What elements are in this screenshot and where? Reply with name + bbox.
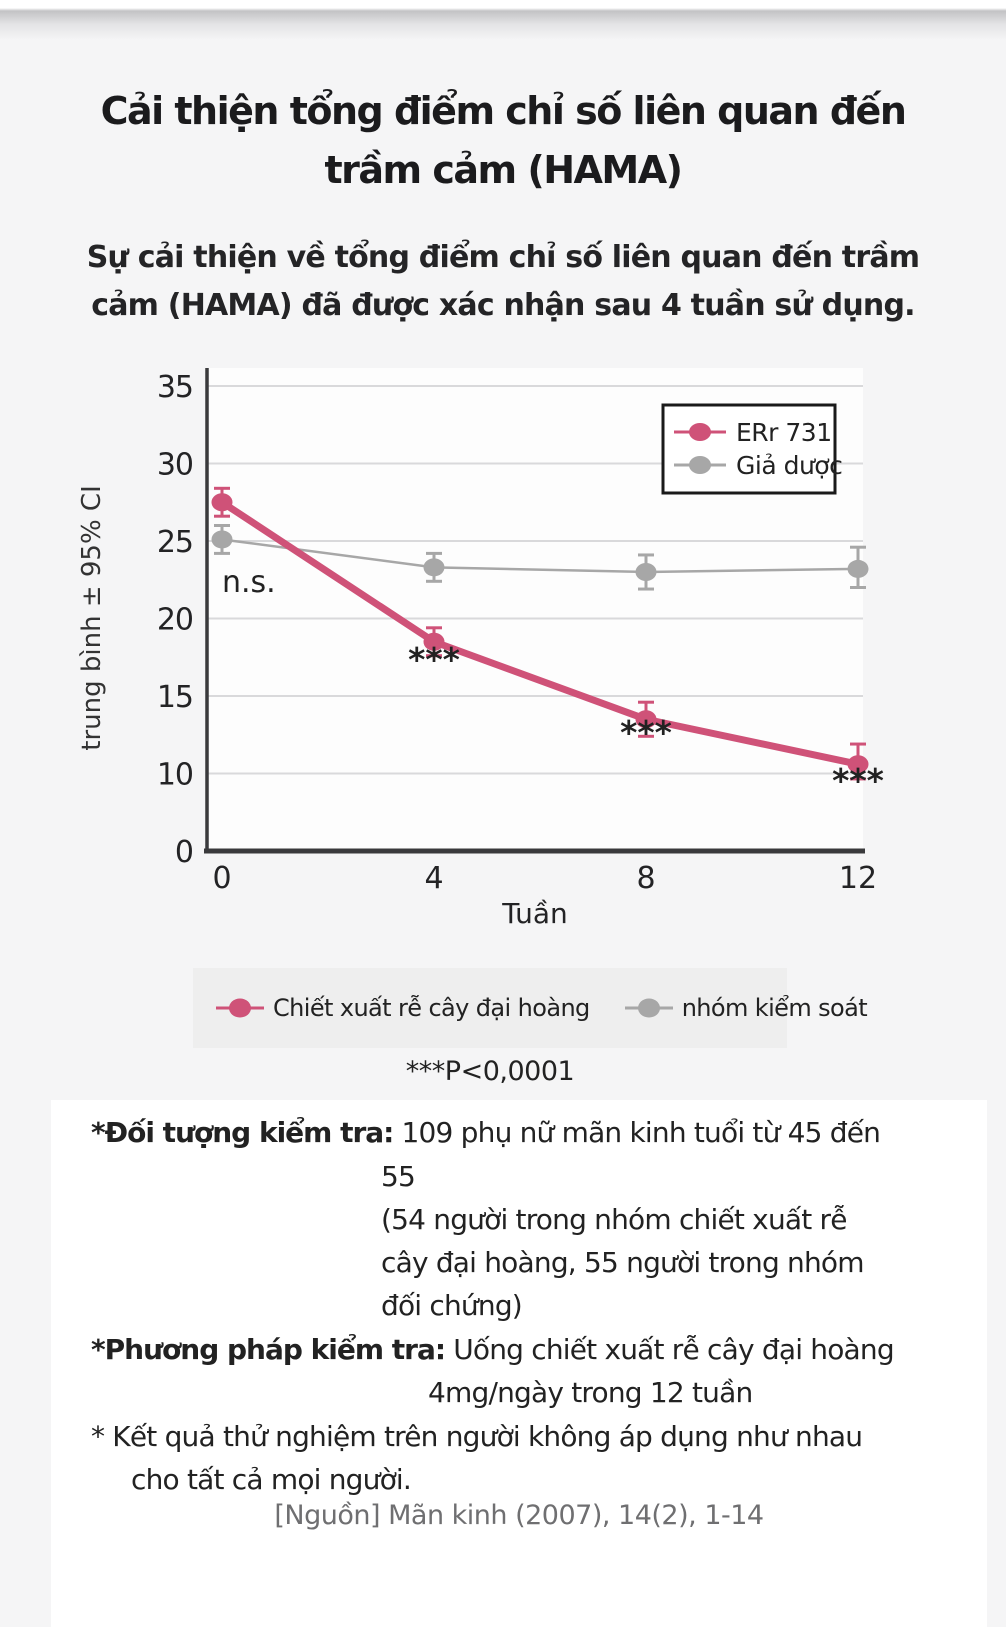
svg-text:***: *** (408, 640, 460, 680)
significance-note: ***P<0,0001 (405, 1056, 575, 1087)
page-subtitle-text: Sự cải thiện về tổng điểm chỉ số liên quan đến trầm cảm (HAMA) đã được xác nhận sau 4 tuần sử dụng. (86, 240, 920, 323)
detail-label-subjects: *Đối tượng kiểm tra: (91, 1116, 394, 1149)
svg-text:Giả dược: Giả dược (736, 451, 843, 480)
detail-line: cây đại hoàng, 55 người trong nhóm (381, 1246, 864, 1279)
page-title (0, 82, 1006, 200)
legend-label-control: nhóm kiểm soát (681, 994, 868, 1022)
svg-text:***: *** (832, 761, 884, 801)
source-citation: [Nguồn] Mãn kinh (2007), 14(2), 1-14 (274, 1500, 764, 1531)
svg-text:15: 15 (156, 680, 193, 715)
svg-text:trung bình ± 95% CI: trung bình ± 95% CI (77, 485, 107, 751)
svg-text:25: 25 (156, 525, 193, 560)
disclaimer-line: * Kết quả thử nghiệm trên người không áp dụng như nhau (91, 1420, 863, 1453)
study-details-card (51, 1100, 987, 1627)
svg-text:0: 0 (212, 861, 232, 896)
svg-text:n.s.: n.s. (222, 565, 276, 601)
pink-series-marker-icon (215, 994, 265, 1022)
detail-line: *Đối tượng kiểm tra: 109 phụ nữ mãn kinh tuổi từ 45 đến (91, 1116, 881, 1149)
bottom-legend (193, 968, 868, 1048)
svg-text:8: 8 (636, 861, 656, 896)
hama-line-chart (0, 360, 1006, 930)
svg-text:***: *** (620, 713, 672, 753)
svg-text:20: 20 (156, 602, 193, 638)
detail-line: 4mg/ngày trong 12 tuần (428, 1376, 753, 1409)
gray-series-marker-icon (624, 994, 674, 1022)
detail-line: (54 người trong nhóm chiết xuất rễ (381, 1203, 847, 1236)
svg-text:ERr 731: ERr 731 (736, 418, 832, 447)
detail-line: 55 (381, 1160, 416, 1193)
legend-item-control (624, 994, 867, 1022)
detail-label-method: *Phương pháp kiểm tra: (91, 1333, 446, 1366)
chart-canvas (0, 360, 1006, 930)
top-shadow-gradient (0, 0, 1006, 42)
legend-item-extract (215, 994, 590, 1022)
disclaimer-line: cho tất cả mọi người. (131, 1463, 412, 1496)
page-title-text: Cải thiện tổng điểm chỉ số liên quan đến trầm cảm (HAMA) (100, 89, 906, 192)
svg-text:35: 35 (156, 370, 193, 405)
svg-text:12: 12 (838, 861, 878, 896)
svg-text:0: 0 (174, 835, 193, 870)
page-subtitle (0, 234, 1006, 330)
svg-text:10: 10 (156, 757, 193, 793)
detail-line: *Phương pháp kiểm tra: Uống chiết xuất rễ cây đại hoàng (91, 1333, 894, 1366)
svg-text:4: 4 (424, 861, 444, 896)
svg-text:30: 30 (156, 447, 193, 483)
svg-text:Tuần: Tuần (502, 897, 568, 930)
legend-label-extract: Chiết xuất rễ cây đại hoàng (273, 994, 590, 1022)
detail-line: đối chứng) (381, 1289, 522, 1322)
